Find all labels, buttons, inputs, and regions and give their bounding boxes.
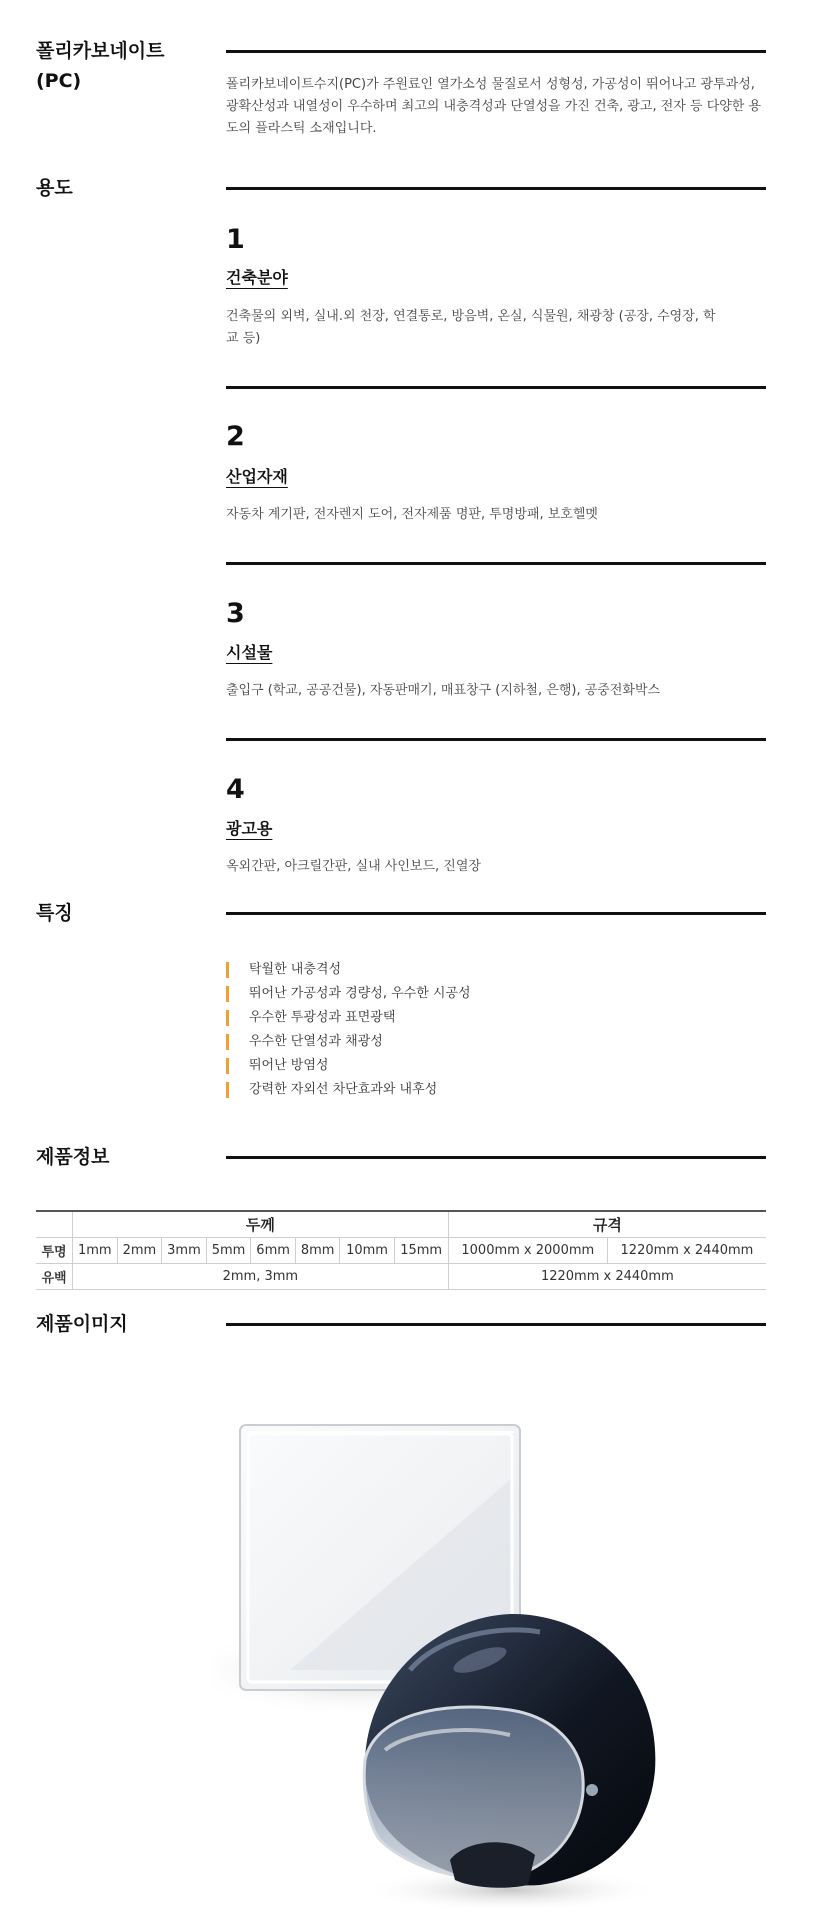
- use-title-2: 산업자재: [226, 467, 288, 486]
- use-number-1: 1: [226, 224, 245, 255]
- feature-item: 뛰어난 방염성: [226, 1058, 471, 1074]
- use-number-3: 3: [226, 598, 245, 629]
- thickness-cell: 8mm: [295, 1238, 340, 1264]
- use-description-4: 옥외간판, 아크릴간판, 실내 사인보드, 진열장: [226, 859, 481, 874]
- row-label-milky: 유백: [36, 1264, 73, 1290]
- thickness-cell: 2mm: [117, 1238, 162, 1264]
- use-description-3: 출입구 (학교, 공공건물), 자동판매기, 매표창구 (지하철, 은행), 공중전화박스: [226, 683, 661, 698]
- row-label-clear: 투명: [36, 1238, 73, 1264]
- product-info-divider: [226, 1156, 766, 1159]
- feature-item: 강력한 자외선 차단효과와 내후성: [226, 1082, 471, 1098]
- uses-title: 용도: [36, 177, 73, 199]
- use-description-2: 자동차 계기판, 전자렌지 도어, 전자제품 명판, 투명방패, 보호헬멧: [226, 507, 598, 522]
- feature-item: 탁월한 내충격성: [226, 962, 471, 978]
- page-title-line2: (PC): [36, 70, 82, 92]
- thickness-cell: 2mm, 3mm: [73, 1264, 449, 1290]
- product-photo-graphic: [210, 1370, 680, 1909]
- thickness-cell: 15mm: [394, 1238, 448, 1264]
- use-title-1: 건축분야: [226, 268, 288, 287]
- thickness-cell: 10mm: [340, 1238, 394, 1264]
- spec-cell: 1000mm x 2000mm: [448, 1238, 607, 1264]
- thickness-cell: 1mm: [73, 1238, 118, 1264]
- intro-divider: [226, 50, 766, 53]
- table-header-row: [36, 1211, 766, 1238]
- use-number-2: 2: [226, 421, 245, 452]
- use-number-4: 4: [226, 774, 245, 805]
- thickness-cell: 3mm: [162, 1238, 207, 1264]
- table-corner-cell: [36, 1211, 73, 1238]
- table-row: [36, 1238, 766, 1264]
- use-description-1: 건축물의 외벽, 실내.외 천장, 연결통로, 방음벽, 온실, 식물원, 채광창 (공장, 수영장, 학교 등): [226, 309, 716, 346]
- product-image-divider: [226, 1323, 766, 1326]
- feature-item: 우수한 투광성과 표면광택: [226, 1010, 471, 1026]
- use-divider-1: [226, 386, 766, 389]
- thickness-cell: 5mm: [206, 1238, 251, 1264]
- page-title-line1: 폴리카보네이트: [36, 40, 165, 62]
- spec-cell: 1220mm x 2440mm: [607, 1238, 766, 1264]
- product-info-title: 제품정보: [36, 1146, 110, 1168]
- use-title-3: 시설물: [226, 643, 273, 662]
- use-divider-3: [226, 738, 766, 741]
- thickness-header: 두께: [73, 1211, 449, 1238]
- uses-divider: [226, 187, 766, 190]
- features-title: 특징: [36, 902, 73, 924]
- product-image: [210, 1370, 680, 1909]
- spec-header: 규격: [448, 1211, 766, 1238]
- features-divider: [226, 912, 766, 915]
- intro-description: 폴리카보네이트수지(PC)가 주원료인 열가소성 물질로서 성형성, 가공성이 뛰어나고 광투과성, 광확산성과 내열성이 우수하며 최고의 내충격성과 단열성을 가진 건축, 광고, 전자 등 다양한 용도의 플라스틱 소재입니다.: [226, 77, 762, 136]
- thickness-cell: 6mm: [251, 1238, 296, 1264]
- feature-item: 뛰어난 가공성과 경량성, 우수한 시공성: [226, 986, 471, 1002]
- table-row: [36, 1264, 766, 1290]
- product-image-title: 제품이미지: [36, 1313, 128, 1335]
- spec-cell: 1220mm x 2440mm: [448, 1264, 766, 1290]
- use-divider-2: [226, 562, 766, 565]
- use-title-4: 광고용: [226, 819, 273, 838]
- features-list: [226, 962, 471, 1106]
- spec-table: [36, 1210, 766, 1290]
- page-title: [36, 36, 164, 96]
- feature-item: 우수한 단열성과 채광성: [226, 1034, 471, 1050]
